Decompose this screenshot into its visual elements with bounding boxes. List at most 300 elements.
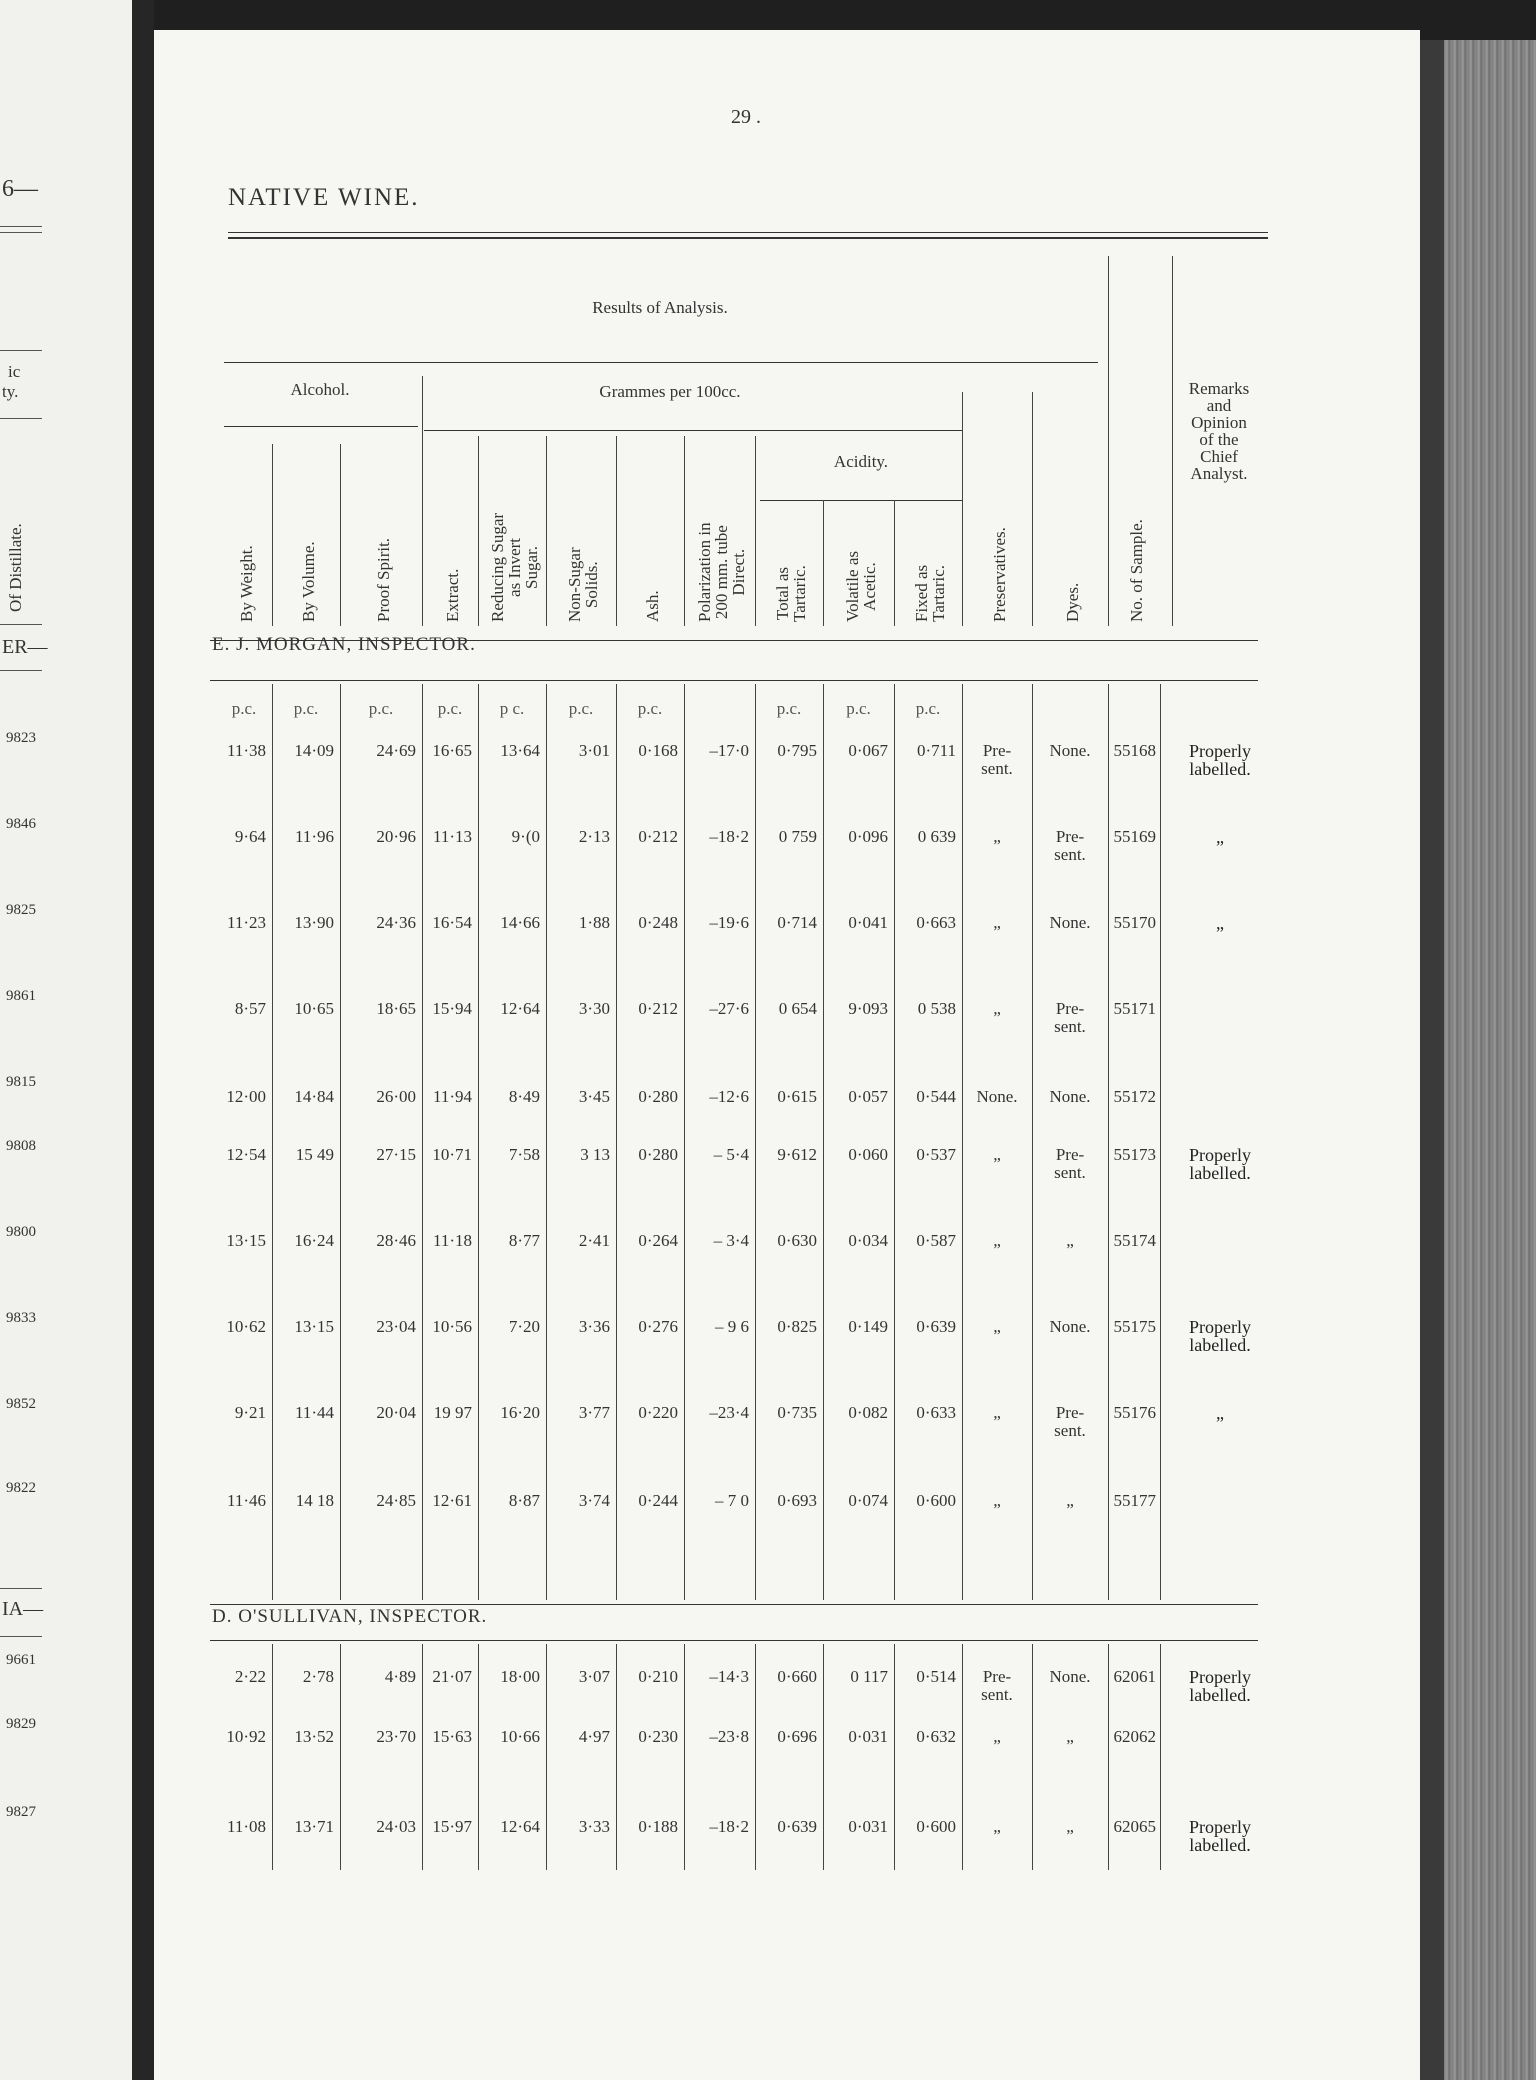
data-cell: –18·2 [709,1817,749,1836]
column-divider [894,500,895,626]
left-page-rule [0,1636,42,1637]
left-page-rule [0,418,42,419]
data-cell: 0·210 [638,1667,678,1686]
data-cell: – 9 6 [715,1317,749,1336]
data-cell: 13·90 [294,913,334,932]
preservatives-cell: „ [993,1145,1001,1164]
remarks-cell: Properly labelled. [1189,1145,1251,1183]
data-cell: 0·082 [848,1403,888,1422]
data-cell: 15 49 [295,1145,334,1164]
sample-number: 55169 [1113,827,1156,846]
data-cell: 0·696 [777,1727,817,1746]
data-cell: – 7 0 [715,1491,749,1510]
data-cell: 1·88 [578,913,610,932]
data-cell: 0·074 [848,1491,888,1510]
data-cell: 3·36 [578,1317,610,1336]
dyes-cell: None. [1049,1317,1091,1336]
left-page-rule [0,670,42,671]
data-cell: –23·4 [709,1403,749,1422]
column-divider [684,436,685,626]
data-cell: 0·663 [916,913,956,932]
data-cell: 20·96 [376,827,416,846]
remarks-cell: Properly labelled. [1189,1817,1251,1855]
left-page-fragment [0,0,132,2080]
grammes-subrule [424,430,962,431]
data-cell: 0 117 [850,1667,888,1686]
data-cell: 8·57 [234,999,266,1018]
data-cell: 14·09 [294,741,334,760]
data-cell: 0·639 [916,1317,956,1336]
data-cell: 8·77 [508,1231,540,1250]
data-column-divider [272,1644,273,1870]
data-cell: 24·69 [376,741,416,760]
unit-label: p.c. [776,699,802,718]
sample-number: 55175 [1113,1317,1156,1336]
top-rule [228,232,1268,233]
total-tartaric-header: Total as Tartaric. [773,565,809,622]
left-page-number: 9822 [6,1480,36,1496]
left-page-fragment-text: ic [8,362,21,381]
data-cell: 23·70 [376,1727,416,1746]
left-page-rule [0,226,42,227]
left-page-number: 9808 [6,1138,36,1154]
non-sugar-header: Non-Sugar Solids. [565,547,601,622]
data-cell: 7·58 [508,1145,540,1164]
preservatives-header: Preservatives. [989,527,1009,622]
sample-number: 55172 [1113,1087,1156,1106]
data-cell: –23·8 [709,1727,749,1746]
dyes-cell: None. [1049,741,1091,760]
data-cell: 0 538 [917,999,956,1018]
data-cell: 0 654 [778,999,817,1018]
unit-label: p.c. [915,699,941,718]
data-column-divider [894,684,895,1600]
remarks-cell: Properly labelled. [1189,1317,1251,1355]
data-cell: 4·89 [384,1667,416,1686]
results-of-analysis-header: Results of Analysis. [592,298,728,317]
data-cell: 0·057 [848,1087,888,1106]
data-column-divider [422,684,423,1600]
data-cell: 15·63 [432,1727,472,1746]
data-cell: 12·61 [432,1491,472,1510]
data-cell: 9·093 [848,999,888,1018]
data-cell: 14 18 [295,1491,334,1510]
data-column-divider [340,1644,341,1870]
data-column-divider [616,684,617,1600]
data-cell: 11·94 [432,1087,472,1106]
extract-header: Extract. [442,568,462,622]
data-cell: 3·01 [578,741,610,760]
remarks-cell: Properly labelled. [1189,741,1251,779]
data-column-divider [478,1644,479,1870]
data-cell: 0·537 [916,1145,956,1164]
data-cell: 4·97 [578,1727,610,1746]
dyes-cell: Pre- sent. [1054,1145,1086,1182]
left-page-number: 9800 [6,1224,36,1240]
data-cell: 11·13 [432,827,472,846]
data-cell: 2·78 [302,1667,334,1686]
data-cell: 0·660 [777,1667,817,1686]
data-cell: 10·65 [294,999,334,1018]
data-column-divider [1032,1644,1033,1870]
remarks-cell: „ [1216,913,1224,933]
left-page-rule [0,350,42,351]
unit-label: p.c. [846,699,871,718]
column-divider [340,444,341,626]
data-cell: 0·795 [777,741,817,760]
left-page-number: 9833 [6,1310,36,1326]
sample-number: 55168 [1113,741,1156,760]
data-column-divider [478,684,479,1600]
dyes-cell: Pre- sent. [1054,999,1086,1036]
preservatives-cell: „ [993,1231,1001,1250]
data-cell: 0·639 [777,1817,817,1836]
dyes-header: Dyes. [1062,582,1082,622]
data-cell: 19 97 [433,1403,472,1422]
data-cell: 0·264 [638,1231,678,1250]
dyes-cell: Pre- sent. [1054,1403,1086,1440]
data-cell: 13·71 [294,1817,334,1836]
column-divider [546,436,547,626]
data-cell: 9·21 [234,1403,266,1422]
data-column-divider [894,1644,895,1870]
preservatives-cell: „ [993,1817,1001,1836]
left-page-number: 9825 [6,902,36,918]
data-cell: 0·031 [848,1817,888,1836]
data-cell: –19·6 [709,913,749,932]
sample-number: 62062 [1113,1727,1156,1746]
data-column-divider [616,1644,617,1870]
data-cell: 0·280 [638,1145,678,1164]
left-page-fragment-text: 6— [2,176,38,202]
data-cell: 0·041 [848,913,888,932]
inspector-heading: E. J. MORGAN, INSPECTOR. [212,634,476,655]
data-cell: 9·(0 [511,827,540,846]
data-cell: 27·15 [376,1145,416,1164]
data-column-divider [823,1644,824,1870]
data-cell: 0·280 [638,1087,678,1106]
dyes-cell: None. [1049,913,1091,932]
data-cell: 0·633 [916,1403,956,1422]
data-cell: 0·711 [916,741,956,760]
left-page-number: 9852 [6,1396,36,1412]
remarks-cell: „ [1216,827,1224,847]
left-page-number: 9827 [6,1804,36,1820]
column-divider [478,436,479,626]
left-page-rule [0,1588,42,1589]
sample-number: 55177 [1113,1491,1156,1510]
sample-number: 55176 [1113,1403,1156,1422]
column-divider [962,392,963,626]
column-divider [616,436,617,626]
data-cell: 15·94 [432,999,472,1018]
data-cell: 0·632 [916,1727,956,1746]
data-cell: 0·514 [916,1667,956,1686]
data-column-divider [755,684,756,1600]
data-cell: 0·212 [638,827,678,846]
dyes-cell: None. [1049,1087,1091,1106]
book-gutter [132,0,154,2080]
remarks-cell: „ [1216,1403,1224,1423]
data-cell: 0·244 [638,1491,678,1510]
data-cell: 15·97 [432,1817,472,1836]
grammes-header: Grammes per 100cc. [599,382,741,401]
data-column-divider [1160,684,1161,1600]
data-column-divider [823,684,824,1600]
data-cell: 3·30 [578,999,610,1018]
data-cell: 13·52 [294,1727,334,1746]
column-divider [823,500,824,626]
data-cell: 9·612 [777,1145,817,1164]
data-cell: 0·220 [638,1403,678,1422]
data-cell: 2·41 [578,1231,610,1250]
preservatives-cell: Pre- sent. [981,741,1013,778]
data-cell: 16·24 [294,1231,334,1250]
left-page-fragment-text: ty. [2,382,19,401]
unit-label: p c. [499,699,525,718]
data-column-divider [1108,1644,1109,1870]
preservatives-cell: „ [993,913,1001,932]
sample-number: 55173 [1113,1145,1156,1164]
data-cell: 11·96 [294,827,334,846]
data-cell: 0·034 [848,1231,888,1250]
data-cell: 10·66 [500,1727,540,1746]
fixed-tartaric-header: Fixed as Tartaric. [912,564,948,622]
section-rule-bottom [210,1640,1258,1641]
left-page-number: 9846 [6,816,36,832]
data-cell: 0·714 [777,913,817,932]
data-cell: 0·060 [848,1145,888,1164]
alcohol-header: Alcohol. [290,380,350,399]
data-cell: 0·600 [916,1491,956,1510]
data-cell: –27·6 [709,999,749,1018]
data-cell: 0·276 [638,1317,678,1336]
data-cell: 0·693 [777,1491,817,1510]
data-column-divider [755,1644,756,1870]
volatile-acetic-header: Volatile as Acetic. [842,551,879,622]
preservatives-cell: „ [993,1491,1001,1510]
data-cell: 0·248 [638,913,678,932]
data-cell: – 5·4 [713,1145,749,1164]
dyes-cell: „ [1066,1231,1074,1250]
preservatives-cell: „ [993,827,1001,846]
unit-label: p.c. [368,699,394,718]
column-divider [755,436,756,626]
data-cell: 11·23 [226,913,266,932]
data-cell: 7·20 [508,1317,540,1336]
data-cell: 23·04 [376,1317,416,1336]
data-cell: 0·096 [848,827,888,846]
left-page-number: 9823 [6,730,36,746]
left-page-number: 9861 [6,988,36,1004]
data-cell: 11·46 [226,1491,266,1510]
dyes-cell: „ [1066,1727,1074,1746]
data-cell: 0·544 [916,1087,956,1106]
page-number: 29 . [731,106,761,128]
data-cell: 12·54 [226,1145,266,1164]
by-volume-header: By Volume. [298,541,318,622]
data-cell: 16·20 [500,1403,540,1422]
left-page-fragment-text: Of Distillate. [6,523,25,612]
data-cell: 3·07 [578,1667,610,1686]
remarks-cell: Properly labelled. [1189,1667,1251,1705]
data-cell: 0·630 [777,1231,817,1250]
remarks-header: Remarks and Opinion of the Chief Analyst. [1188,379,1250,483]
data-cell: 3·45 [578,1087,610,1106]
preservatives-cell: Pre- sent. [981,1667,1013,1704]
left-page-fragment-text: ER— [2,636,48,658]
data-cell: 12·64 [500,999,540,1018]
section-rule-top [210,1604,1258,1605]
acidity-subrule [760,500,962,501]
data-cell: 12·00 [226,1087,266,1106]
data-cell: 0·149 [848,1317,888,1336]
data-column-divider [1032,684,1033,1600]
dyes-cell: None. [1049,1667,1091,1686]
data-cell: 10·71 [432,1145,472,1164]
data-cell: 24·85 [376,1491,416,1510]
data-cell: 20·04 [376,1403,416,1422]
preservatives-cell: „ [993,1317,1001,1336]
sample-number: 55174 [1113,1231,1156,1250]
data-cell: 14·84 [294,1087,334,1106]
data-cell: 28·46 [376,1231,416,1250]
data-cell: 0·031 [848,1727,888,1746]
data-cell: 0·188 [638,1817,678,1836]
data-column-divider [962,1644,963,1870]
ash-header: Ash. [642,590,662,622]
data-cell: 11·44 [294,1403,334,1422]
data-cell: 0·735 [777,1403,817,1422]
data-cell: 16·65 [432,741,472,760]
data-cell: 18·65 [376,999,416,1018]
data-cell: 0·168 [638,741,678,760]
data-cell: 3·74 [578,1491,610,1510]
data-cell: 8·87 [508,1491,540,1510]
results-subrule [224,362,1098,363]
data-cell: 0·600 [916,1817,956,1836]
data-cell: 0 639 [917,827,956,846]
page-title: NATIVE WINE. [228,184,420,211]
data-cell: 21·07 [432,1667,472,1686]
polarization-header: Polarization in 200 mm. tube Direct. [695,522,748,622]
data-cell: 8·49 [508,1087,540,1106]
data-cell: 26·00 [376,1087,416,1106]
data-cell: 11·18 [432,1231,472,1250]
data-cell: 13·15 [226,1231,266,1250]
data-cell: 24·03 [376,1817,416,1836]
unit-label: p.c. [231,699,257,718]
document-page [154,30,1420,2080]
left-page-rule [0,232,42,233]
acidity-header: Acidity. [833,452,889,471]
dyes-cell: „ [1066,1491,1074,1510]
left-page-number: 9661 [6,1652,36,1668]
alcohol-subrule [224,426,418,427]
proof-spirit-header: Proof Spirit. [373,537,393,622]
data-cell: 11·08 [226,1817,266,1836]
inspector-heading: D. O'SULLIVAN, INSPECTOR. [212,1606,488,1627]
column-divider [1032,392,1033,626]
data-column-divider [684,684,685,1600]
reducing-sugar-header: Reducing Sugar as Invert Sugar. [487,512,541,622]
data-column-divider [546,684,547,1600]
data-cell: 9·64 [234,827,266,846]
top-rule [228,237,1268,239]
page-edges [1420,40,1536,2080]
data-cell: 0·587 [916,1231,956,1250]
section-rule-bottom [210,680,1258,681]
data-column-divider [962,684,963,1600]
unit-label: p.c. [293,699,319,718]
column-divider [272,444,273,626]
unit-label: p.c. [568,699,594,718]
column-divider [1172,256,1173,626]
data-cell: 13·15 [294,1317,334,1336]
sample-number: 62065 [1113,1817,1156,1836]
data-cell: –17·0 [709,741,749,760]
data-cell: 11·38 [226,741,266,760]
left-page-number: 9815 [6,1074,36,1090]
preservatives-cell: None. [976,1087,1018,1106]
data-cell: 3 13 [580,1145,610,1164]
data-cell: 3·77 [578,1403,610,1422]
data-cell: 13·64 [500,741,540,760]
left-page-fragment-text: IA— [2,1598,44,1620]
data-cell: 10·92 [226,1727,266,1746]
preservatives-cell: „ [993,1403,1001,1422]
data-cell: 0·230 [638,1727,678,1746]
data-column-divider [546,1644,547,1870]
data-cell: –12·6 [709,1087,749,1106]
sample-number-header: No. of Sample. [1126,519,1146,622]
data-cell: 18·00 [500,1667,540,1686]
unit-label: p.c. [437,699,463,718]
dyes-cell: Pre- sent. [1054,827,1086,864]
data-column-divider [1108,684,1109,1600]
column-divider [422,376,423,626]
unit-label: p.c. [637,699,663,718]
data-cell: 10·56 [432,1317,472,1336]
left-page-rule [0,624,42,625]
data-cell: –14·3 [709,1667,749,1686]
column-divider [1108,256,1109,626]
data-cell: 10·62 [226,1317,266,1336]
data-column-divider [340,684,341,1600]
sample-number: 55171 [1113,999,1156,1018]
data-cell: 2·13 [578,827,610,846]
data-cell: – 3·4 [713,1231,749,1250]
data-cell: 14·66 [500,913,540,932]
data-cell: 0 759 [778,827,817,846]
preservatives-cell: „ [993,1727,1001,1746]
data-cell: 0·825 [777,1317,817,1336]
sample-number: 55170 [1113,913,1156,932]
data-cell: 16·54 [432,913,472,932]
left-page-number: 9829 [6,1716,36,1732]
data-column-divider [272,684,273,1600]
sample-number: 62061 [1113,1667,1156,1686]
data-cell: 0·615 [777,1087,817,1106]
dyes-cell: „ [1066,1817,1074,1836]
data-cell: 2·22 [234,1667,266,1686]
data-cell: 24·36 [376,913,416,932]
data-column-divider [684,1644,685,1870]
data-cell: 12·64 [500,1817,540,1836]
data-column-divider [422,1644,423,1870]
data-cell: 0·067 [848,741,888,760]
data-cell: 3·33 [578,1817,610,1836]
